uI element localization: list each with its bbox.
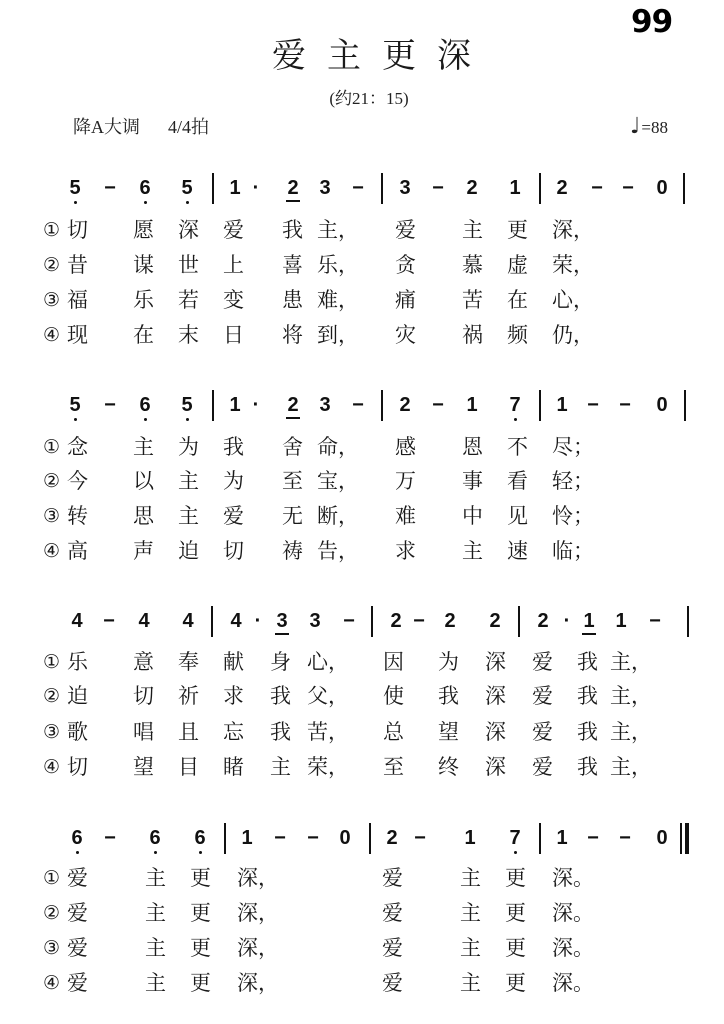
lyric-syllable: 迫 <box>67 684 88 708</box>
lyric-syllable: 主， <box>610 755 652 779</box>
lyric-syllable: 频 <box>507 323 528 347</box>
lyric-syllable: 以 <box>133 469 154 493</box>
lyric-syllable: 爱 <box>532 755 553 779</box>
note-symbol: 1 <box>464 827 476 849</box>
lyric-syllable: 主 <box>178 469 199 493</box>
note-symbol: 7 <box>509 827 521 849</box>
lyric-syllable: 尽； <box>552 435 594 459</box>
extension-dash <box>409 826 431 856</box>
lyric-syllable: 祈 <box>178 684 199 708</box>
barline <box>369 823 371 854</box>
lyric-syllable: 在 <box>507 288 528 312</box>
jianpu-note <box>66 826 88 856</box>
note-symbol: 1 <box>556 827 568 849</box>
low-octave-dot <box>76 851 79 854</box>
lyric-syllable: 切 <box>223 539 244 563</box>
note-symbol: − <box>413 610 425 632</box>
lyric-syllable: 主， <box>610 650 652 674</box>
lyric-syllable: 断， <box>317 504 359 528</box>
lyric-syllable: 苦 <box>462 288 483 312</box>
lyric-syllable: 舍 <box>282 435 303 459</box>
lyric-syllable: 爱 <box>382 971 403 995</box>
lyric-syllable: 患 <box>282 288 303 312</box>
verse-number: ④ <box>43 324 61 346</box>
lyric-syllable: 求 <box>395 539 416 563</box>
lyric-syllable: 贪 <box>395 253 416 277</box>
lyric-syllable: 我 <box>577 720 598 744</box>
note-symbol: 1 <box>241 827 253 849</box>
note-symbol: 1 <box>583 610 595 632</box>
note-symbol: 2 <box>390 610 402 632</box>
lyric-syllable: 荣， <box>552 253 594 277</box>
lyric-syllable: 变 <box>223 288 244 312</box>
note-symbol: 2 <box>489 610 501 632</box>
note-symbol: 4 <box>71 610 83 632</box>
lyric-syllable: 主 <box>178 504 199 528</box>
lyric-syllable: 我 <box>282 218 303 242</box>
lyric-syllable: 主 <box>145 971 166 995</box>
note-symbol: 6 <box>149 827 161 849</box>
lyric-syllable: 思 <box>133 504 154 528</box>
lyric-syllable: 爱 <box>67 971 88 995</box>
note-symbol: 3 <box>399 177 411 199</box>
lyric-syllable: 心， <box>307 650 349 674</box>
lyric-syllable: 我 <box>577 650 598 674</box>
note-symbol: − <box>104 827 116 849</box>
note-symbol: 1 <box>229 394 241 416</box>
lyric-syllable: 终 <box>438 755 459 779</box>
time-signature: 4/4拍 <box>168 117 210 137</box>
lyric-syllable: 主 <box>270 755 291 779</box>
jianpu-note <box>381 826 403 856</box>
verse-number: ② <box>43 470 61 492</box>
lyric-syllable: 深， <box>237 901 279 925</box>
barline <box>224 823 226 854</box>
note-symbol: − <box>104 394 116 416</box>
final-barline-thin <box>680 823 682 854</box>
note-symbol: · <box>252 177 260 199</box>
lyric-syllable: 目 <box>178 755 199 779</box>
lyric-syllable: 切 <box>67 218 88 242</box>
lyric-syllable: 宝， <box>317 469 359 493</box>
lyric-syllable: 慕 <box>462 253 483 277</box>
lyric-syllable: 见 <box>507 504 528 528</box>
lyric-syllable: 至 <box>383 755 404 779</box>
final-barline-thick <box>685 823 689 854</box>
note-symbol: − <box>432 394 444 416</box>
jianpu-note <box>459 826 481 856</box>
note-symbol: 2 <box>537 610 549 632</box>
note-symbol: − <box>352 394 364 416</box>
lyric-syllable: 深。 <box>552 866 594 890</box>
jianpu-note <box>551 826 573 856</box>
lyric-syllable: 怜； <box>552 504 594 528</box>
lyric-syllable: 求 <box>223 684 244 708</box>
verse-number: ② <box>43 254 61 276</box>
lyric-syllable: 虚 <box>507 253 528 277</box>
lyric-syllable: 更 <box>190 901 211 925</box>
lyric-syllable: 上 <box>223 253 244 277</box>
note-symbol: 0 <box>656 827 668 849</box>
note-symbol: − <box>619 394 631 416</box>
key-signature: 降A大调 <box>73 117 140 137</box>
rest <box>651 826 673 856</box>
lyric-syllable: 我 <box>270 720 291 744</box>
lyric-syllable: 使 <box>383 684 404 708</box>
note-symbol: 2 <box>556 177 568 199</box>
lyric-syllable: 祸 <box>462 323 483 347</box>
note-symbol: 0 <box>339 827 351 849</box>
verse-number: ① <box>43 867 61 889</box>
note-symbol: − <box>587 827 599 849</box>
lyric-syllable: 难， <box>317 288 359 312</box>
note-symbol: · <box>252 394 260 416</box>
lyric-syllable: 更 <box>505 866 526 890</box>
verse-number: ② <box>43 685 61 707</box>
note-symbol: − <box>352 177 364 199</box>
lyric-syllable: 深 <box>485 684 506 708</box>
lyric-syllable: 更 <box>507 218 528 242</box>
lyric-syllable: 更 <box>190 936 211 960</box>
tempo-value: =88 <box>641 118 668 137</box>
lyric-syllable: 谋 <box>133 253 154 277</box>
lyric-syllable: 意 <box>133 650 154 674</box>
lyric-syllable: 爱 <box>67 901 88 925</box>
jianpu-note <box>189 826 211 856</box>
note-symbol: − <box>307 827 319 849</box>
note-symbol: 6 <box>139 177 151 199</box>
lyric-syllable: 日 <box>223 323 244 347</box>
lyric-syllable: 深。 <box>552 936 594 960</box>
lyric-syllable: 我 <box>270 684 291 708</box>
note-symbol: 0 <box>656 177 668 199</box>
lyric-syllable: 爱 <box>382 936 403 960</box>
verse-number: ④ <box>43 756 61 778</box>
low-octave-dot <box>514 851 517 854</box>
lyric-syllable: 现 <box>67 323 88 347</box>
note-symbol: − <box>619 827 631 849</box>
lyric-syllable: 恩 <box>462 435 483 459</box>
lyric-syllable: 灾 <box>395 323 416 347</box>
lyric-syllable: 深 <box>485 755 506 779</box>
note-symbol: 5 <box>181 394 193 416</box>
note-symbol: − <box>622 177 634 199</box>
lyric-syllable: 痛 <box>395 288 416 312</box>
lyric-syllable: 父， <box>307 684 349 708</box>
verse-number: ③ <box>43 721 61 743</box>
verse-number: ③ <box>43 505 61 527</box>
lyric-syllable: 看 <box>507 469 528 493</box>
lyric-syllable: 命， <box>317 435 359 459</box>
note-symbol: 0 <box>656 394 668 416</box>
note-symbol: − <box>343 610 355 632</box>
note-symbol: 5 <box>69 177 81 199</box>
extension-dash <box>582 826 604 856</box>
page-number: 99 <box>631 4 673 40</box>
lyric-syllable: 高 <box>67 539 88 563</box>
lyric-syllable: 切 <box>133 684 154 708</box>
lyric-syllable: 爱 <box>532 684 553 708</box>
lyric-syllable: 迫 <box>178 539 199 563</box>
lyric-syllable: 望 <box>133 755 154 779</box>
lyric-syllable: 唱 <box>133 720 154 744</box>
lyric-syllable: 更 <box>505 901 526 925</box>
lyric-syllable: 因 <box>383 650 404 674</box>
lyric-syllable: 我 <box>223 435 244 459</box>
quarter-note-icon: ♩ <box>630 114 641 139</box>
lyric-syllable: 深， <box>237 936 279 960</box>
lyric-syllable: 主， <box>610 684 652 708</box>
note-symbol: 1 <box>509 177 521 199</box>
note-symbol: · <box>563 610 571 632</box>
note-symbol: 2 <box>386 827 398 849</box>
lyric-syllable: 声 <box>133 539 154 563</box>
lyric-syllable: 总 <box>383 720 404 744</box>
lyric-syllable: 轻； <box>552 469 594 493</box>
note-symbol: 1 <box>466 394 478 416</box>
lyric-syllable: 深， <box>552 218 594 242</box>
lyric-syllable: 至 <box>282 469 303 493</box>
jianpu-note <box>504 826 526 856</box>
lyric-syllable: 深 <box>485 720 506 744</box>
note-symbol: − <box>591 177 603 199</box>
lyric-syllable: 我 <box>438 684 459 708</box>
note-symbol: − <box>274 827 286 849</box>
lyric-syllable: 主， <box>610 720 652 744</box>
lyric-syllable: 仍， <box>552 323 594 347</box>
lyric-syllable: 歌 <box>67 720 88 744</box>
verse-number: ① <box>43 219 61 241</box>
lyric-syllable: 深， <box>237 971 279 995</box>
jianpu-note <box>236 826 258 856</box>
note-symbol: − <box>587 394 599 416</box>
lyric-syllable: 主 <box>145 936 166 960</box>
note-symbol: 7 <box>509 394 521 416</box>
note-symbol: 6 <box>71 827 83 849</box>
low-octave-dot <box>154 851 157 854</box>
lyric-syllable: 为 <box>178 435 199 459</box>
verse-number: ② <box>43 902 61 924</box>
note-symbol: 1 <box>229 177 241 199</box>
note-symbol: − <box>104 177 116 199</box>
lyric-syllable: 中 <box>462 504 483 528</box>
note-symbol: · <box>254 610 262 632</box>
lyric-syllable: 乐 <box>133 288 154 312</box>
lyric-syllable: 到， <box>317 323 359 347</box>
note-symbol: 5 <box>181 177 193 199</box>
note-symbol: 1 <box>556 394 568 416</box>
verse-number: ③ <box>43 937 61 959</box>
note-symbol: 1 <box>615 610 627 632</box>
lyric-syllable: 且 <box>178 720 199 744</box>
lyric-syllable: 若 <box>178 288 199 312</box>
lyric-syllable: 乐， <box>317 253 359 277</box>
lyric-syllable: 深。 <box>552 901 594 925</box>
rest <box>334 826 356 856</box>
lyric-syllable: 望 <box>438 720 459 744</box>
note-symbol: − <box>414 827 426 849</box>
lyric-syllable: 爱 <box>532 720 553 744</box>
lyric-syllable: 主 <box>460 866 481 890</box>
lyric-syllable: 心， <box>552 288 594 312</box>
lyric-syllable: 今 <box>67 469 88 493</box>
lyric-syllable: 深， <box>237 866 279 890</box>
lyric-syllable: 主 <box>462 218 483 242</box>
note-symbol: 4 <box>138 610 150 632</box>
lyric-syllable: 献 <box>223 650 244 674</box>
lyric-syllable: 更 <box>190 971 211 995</box>
lyric-syllable: 主 <box>460 936 481 960</box>
lyric-syllable: 爱 <box>67 936 88 960</box>
lyric-syllable: 苦， <box>307 720 349 744</box>
lyric-syllable: 感 <box>395 435 416 459</box>
note-symbol: 2 <box>287 394 299 416</box>
lyric-syllable: 爱 <box>223 218 244 242</box>
lyric-syllable: 深 <box>178 218 199 242</box>
lyric-syllable: 难 <box>395 504 416 528</box>
lyric-syllable: 无 <box>282 504 303 528</box>
lyric-syllable: 转 <box>67 504 88 528</box>
lyric-syllable: 更 <box>190 866 211 890</box>
lyric-syllable: 事 <box>462 469 483 493</box>
verse-number: ③ <box>43 289 61 311</box>
lyric-syllable: 更 <box>505 971 526 995</box>
lyric-syllable: 末 <box>178 323 199 347</box>
lyric-syllable: 爱 <box>532 650 553 674</box>
note-symbol: 2 <box>399 394 411 416</box>
lyric-syllable: 深。 <box>552 971 594 995</box>
low-octave-dot <box>199 851 202 854</box>
lyric-syllable: 万 <box>395 469 416 493</box>
barline <box>539 823 541 854</box>
lyric-syllable: 我 <box>577 755 598 779</box>
lyric-syllable: 切 <box>67 755 88 779</box>
lyric-syllable: 我 <box>577 684 598 708</box>
lyric-syllable: 爱 <box>67 866 88 890</box>
lyric-syllable: 主 <box>460 901 481 925</box>
note-symbol: 2 <box>287 177 299 199</box>
lyric-syllable: 更 <box>505 936 526 960</box>
verse-number: ④ <box>43 972 61 994</box>
lyric-syllable: 在 <box>133 323 154 347</box>
note-symbol: 3 <box>319 394 331 416</box>
verse-number: ① <box>43 651 61 673</box>
verse-number: ④ <box>43 540 61 562</box>
lyric-syllable: 主 <box>145 866 166 890</box>
lyric-syllable: 爱 <box>382 901 403 925</box>
lyric-syllable: 喜 <box>282 253 303 277</box>
lyric-syllable: 临； <box>552 539 594 563</box>
lyric-syllable: 愿 <box>133 218 154 242</box>
note-symbol: − <box>649 610 661 632</box>
extension-dash <box>302 826 324 856</box>
note-symbol: 6 <box>139 394 151 416</box>
lyric-syllable: 身 <box>270 650 291 674</box>
note-symbol: 2 <box>444 610 456 632</box>
note-symbol: 4 <box>230 610 242 632</box>
extension-dash <box>614 826 636 856</box>
note-symbol: 5 <box>69 394 81 416</box>
verse-number: ① <box>43 436 61 458</box>
jianpu-note <box>144 826 166 856</box>
lyric-syllable: 爱 <box>382 866 403 890</box>
note-symbol: − <box>103 610 115 632</box>
extension-dash <box>269 826 291 856</box>
lyric-syllable: 速 <box>507 539 528 563</box>
lyric-syllable: 祷 <box>282 539 303 563</box>
lyric-syllable: 主 <box>460 971 481 995</box>
lyric-syllable: 世 <box>178 253 199 277</box>
lyric-syllable: 福 <box>67 288 88 312</box>
lyric-syllable: 将 <box>282 323 303 347</box>
lyric-syllable: 爱 <box>223 504 244 528</box>
note-symbol: 3 <box>309 610 321 632</box>
lyric-syllable: 睹 <box>223 755 244 779</box>
lyric-syllable: 奉 <box>178 650 199 674</box>
lyric-syllable: 不 <box>507 435 528 459</box>
lyric-syllable: 深 <box>485 650 506 674</box>
note-symbol: 4 <box>182 610 194 632</box>
lyric-syllable: 昔 <box>67 253 88 277</box>
note-symbol: 2 <box>466 177 478 199</box>
lyric-syllable: 念 <box>67 435 88 459</box>
note-symbol: 3 <box>319 177 331 199</box>
lyric-syllable: 忘 <box>223 720 244 744</box>
hymn-title: 爱主更深 <box>272 36 492 76</box>
lyric-syllable: 告， <box>317 539 359 563</box>
note-symbol: 3 <box>276 610 288 632</box>
lyric-syllable: 乐 <box>67 650 88 674</box>
lyric-syllable: 为 <box>438 650 459 674</box>
note-symbol: 6 <box>194 827 206 849</box>
lyric-syllable: 主 <box>462 539 483 563</box>
note-symbol: − <box>432 177 444 199</box>
lyric-syllable: 主 <box>133 435 154 459</box>
scripture-reference: (约21：15) <box>329 89 409 108</box>
lyric-syllable: 主 <box>145 901 166 925</box>
lyric-syllable: 荣， <box>307 755 349 779</box>
lyric-syllable: 为 <box>223 469 244 493</box>
lyric-syllable: 爱 <box>395 218 416 242</box>
lyric-syllable: 主， <box>317 218 359 242</box>
extension-dash <box>99 826 121 856</box>
